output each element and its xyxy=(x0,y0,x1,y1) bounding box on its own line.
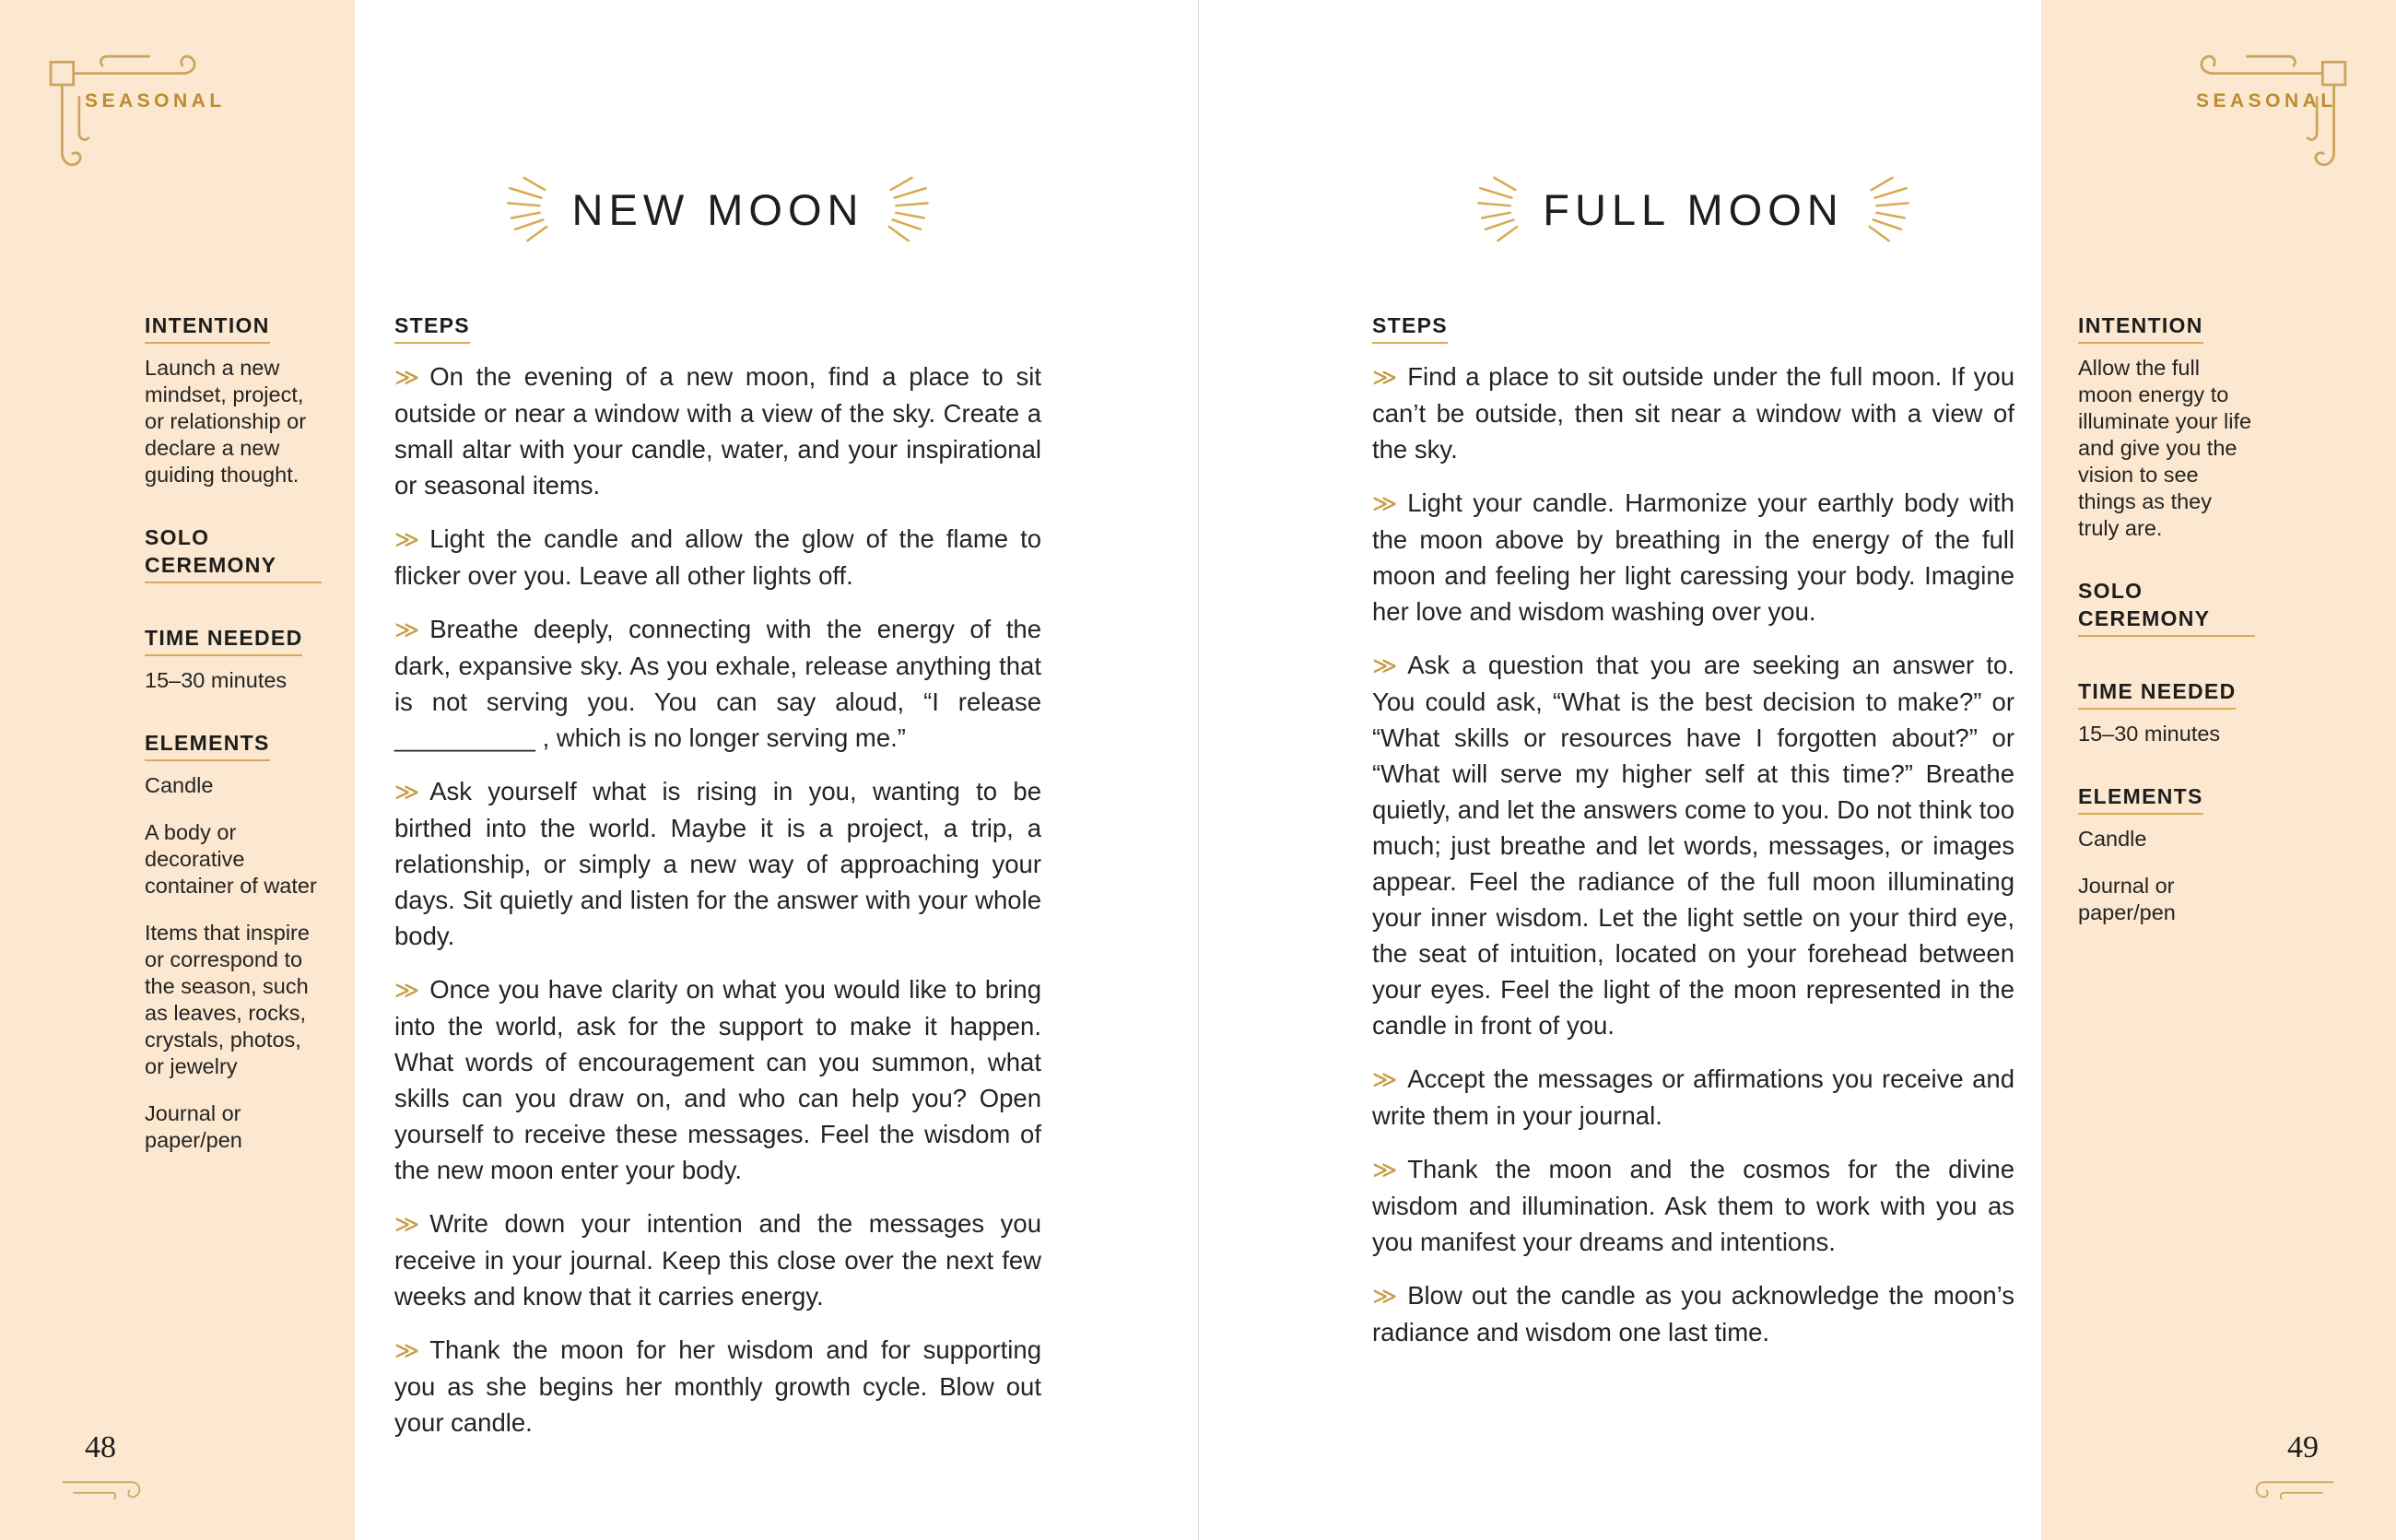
intention-text: Allow the full moon energy to illuminate your life and give you the vision to see things as they truly are. xyxy=(2078,356,2252,540)
time-needed-heading: TIME NEEDED xyxy=(145,624,302,656)
step-text: Ask yourself what is rising in you, wanting to be birthed into the world. Maybe it is a project, a trip, a relationship, or simply a new way of approaching your days. Sit quietly and listen for the answer with your whole body. xyxy=(394,777,1041,950)
step-item xyxy=(394,773,1041,954)
chevron-bullet-icon: ≫ xyxy=(394,1336,420,1364)
step-text: Blow out the candle as you acknowledge the moon’s radiance and wisdom one last time. xyxy=(1372,1281,2014,1346)
step-text: Once you have clarity on what you would like to bring into the world, ask for the support to make it happen. What words of encouragement can you summon, what skills can you draw on, and who can help you? Open yourself to receive these messages. Feel the wisdom of the new moon enter your body. xyxy=(394,975,1041,1184)
rays-right-icon xyxy=(1857,174,1910,244)
step-text: Ask a question that you are seeking an answer to. You could ask, “What is the best decision to make?” or “What skills or resources have I forgotten about?” or “What will serve my higher self at this time?” Breathe quietly, and let the answers come to you. Do not think too much; just breathe and let words, messages, or images appear. Feel the radiance of the full moon illuminating your inner wisdom. Let the light settle on your third eye, the seat of intuition, located on your forehead between your eyes. Feel the light of the moon represented in the candle in front of you. xyxy=(1372,651,2014,1040)
chevron-bullet-icon: ≫ xyxy=(394,976,420,1004)
left-sidebar xyxy=(0,0,355,1540)
flourish-icon xyxy=(61,1475,149,1502)
step-item xyxy=(394,521,1041,594)
element-item: Candle xyxy=(2078,827,2147,851)
steps-heading: STEPS xyxy=(1372,312,1448,344)
element-item: Items that inspire or correspond to the season, such as leaves, rocks, crystals, photos, or jewelry xyxy=(145,921,310,1078)
rays-left-icon xyxy=(1476,174,1530,244)
rays-left-icon xyxy=(506,174,559,244)
step-item xyxy=(1372,1151,2014,1260)
left-sidebar-content xyxy=(145,312,322,1174)
step-text: Light your candle. Harmonize your earthly body with the moon above by breathing in the energy of the full moon and feeling her light caressing your body. Imagine her love and wisdom washing over you. xyxy=(1372,488,2014,626)
time-needed-heading: TIME NEEDED xyxy=(2078,677,2236,710)
intention-heading: INTENTION xyxy=(145,312,270,344)
intention-heading: INTENTION xyxy=(2078,312,2203,344)
step-item xyxy=(394,611,1041,756)
page-title: FULL MOON xyxy=(1543,184,1844,234)
steps-heading: STEPS xyxy=(394,312,470,344)
left-title-row xyxy=(394,177,1041,241)
chevron-bullet-icon: ≫ xyxy=(394,525,420,553)
intention-text: Launch a new mindset, project, or relationship or declare a new guiding thought. xyxy=(145,356,307,487)
step-item xyxy=(1372,485,2014,629)
chevron-bullet-icon: ≫ xyxy=(394,616,420,643)
page-number: 49 xyxy=(2287,1430,2319,1464)
step-item xyxy=(1372,647,2014,1043)
chevron-bullet-icon: ≫ xyxy=(1372,363,1398,391)
step-text: Breathe deeply, connecting with the energy of the dark, expansive sky. As you exhale, release anything that is not serving you. You can say aloud, “I release __________ , which is no longer serving me.” xyxy=(394,615,1041,752)
left-steps-column xyxy=(394,312,1041,1458)
step-item xyxy=(394,359,1041,503)
right-sidebar-content xyxy=(2078,312,2255,946)
element-item: Journal or paper/pen xyxy=(2078,874,2176,924)
chevron-bullet-icon: ≫ xyxy=(1372,652,1398,679)
step-text: Write down your intention and the messages you receive in your journal. Keep this close over the next few weeks and know that it carries energy. xyxy=(394,1209,1041,1311)
ceremony-heading: SOLO CEREMONY xyxy=(2078,577,2255,637)
chevron-bullet-icon: ≫ xyxy=(394,363,420,391)
chevron-bullet-icon: ≫ xyxy=(394,1210,420,1238)
section-label: SEASONAL xyxy=(85,90,226,112)
step-text: Light the candle and allow the glow of the flame to flicker over you. Leave all other lights off. xyxy=(394,524,1041,590)
chevron-bullet-icon: ≫ xyxy=(1372,1065,1398,1093)
flourish-icon xyxy=(2247,1475,2335,1502)
step-text: Thank the moon and the cosmos for the divine wisdom and illumination. Ask them to work with you as you manifest your dreams and intentions. xyxy=(1372,1155,2014,1256)
chevron-bullet-icon: ≫ xyxy=(394,778,420,805)
chevron-bullet-icon: ≫ xyxy=(1372,1282,1398,1310)
corner-ornament-icon xyxy=(48,53,232,174)
element-item: Candle xyxy=(145,773,214,797)
step-item xyxy=(394,971,1041,1188)
rays-right-icon xyxy=(876,174,930,244)
step-text: Find a place to sit outside under the full moon. If you can’t be outside, then sit near a window with a view of the sky. xyxy=(1372,362,2014,464)
step-item xyxy=(1372,359,2014,467)
right-steps-column xyxy=(1372,312,2014,1368)
step-item xyxy=(394,1332,1041,1440)
step-item xyxy=(1372,1277,2014,1350)
step-text: Thank the moon for her wisdom and for supporting you as she begins her monthly growth cycle. Blow out your candle. xyxy=(394,1335,1041,1437)
corner-ornament-icon xyxy=(2164,53,2348,174)
page-number: 48 xyxy=(85,1430,116,1464)
elements-heading: ELEMENTS xyxy=(145,729,270,761)
time-needed-text: 15–30 minutes xyxy=(2078,722,2221,746)
chevron-bullet-icon: ≫ xyxy=(1372,489,1398,517)
right-sidebar xyxy=(2041,0,2396,1540)
element-item: A body or decorative container of water xyxy=(145,820,317,898)
right-page xyxy=(1198,0,2041,1540)
left-page xyxy=(355,0,1198,1540)
elements-heading: ELEMENTS xyxy=(2078,782,2203,815)
section-label: SEASONAL xyxy=(2196,90,2337,112)
step-item xyxy=(1372,1061,2014,1134)
chevron-bullet-icon: ≫ xyxy=(1372,1156,1398,1183)
element-item: Journal or paper/pen xyxy=(145,1101,242,1152)
step-text: On the evening of a new moon, find a place to sit outside or near a window with a view of the sky. Create a small altar with your candle, water, and your inspirational or seasonal items. xyxy=(394,362,1041,500)
step-item xyxy=(394,1205,1041,1314)
page-title: NEW MOON xyxy=(571,184,864,234)
step-text: Accept the messages or affirmations you receive and write them in your journal. xyxy=(1372,1064,2014,1130)
time-needed-text: 15–30 minutes xyxy=(145,668,288,692)
ceremony-heading: SOLO CEREMONY xyxy=(145,523,322,583)
right-title-row xyxy=(1372,177,2014,241)
